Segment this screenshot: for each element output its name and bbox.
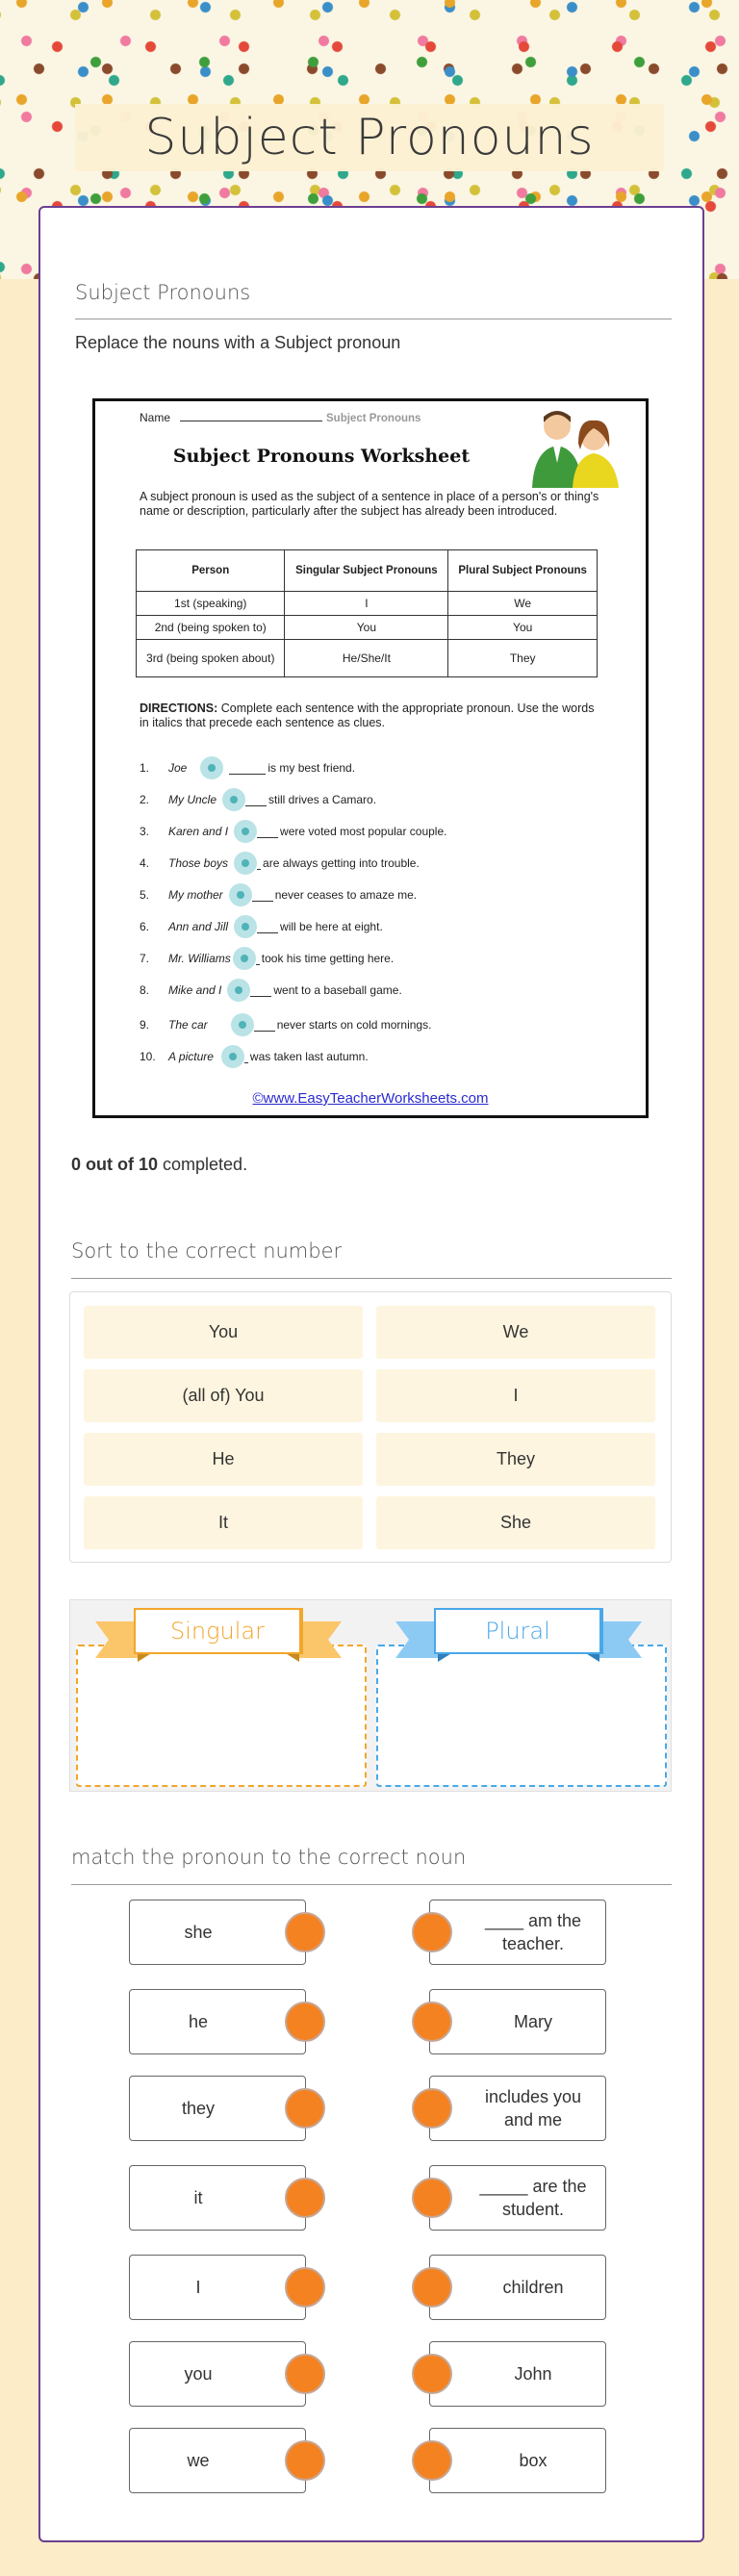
table-cell: They xyxy=(448,640,598,677)
directions-label: DIRECTIONS: xyxy=(140,701,218,715)
worksheet-item xyxy=(140,980,402,1001)
item-clue: My mother xyxy=(168,888,223,902)
answer-blank xyxy=(252,889,273,902)
match-left-item[interactable]: she xyxy=(129,1900,306,1965)
worksheet-image xyxy=(92,398,649,1118)
answer-hotspot[interactable] xyxy=(234,820,257,843)
item-number: 5. xyxy=(140,888,150,902)
section1-instruction: Replace the nouns with a Subject pronoun xyxy=(75,333,401,352)
singular-dropzone[interactable] xyxy=(76,1645,367,1787)
table-cell: We xyxy=(448,592,598,616)
worksheet-item xyxy=(140,757,355,778)
worksheet-item xyxy=(140,948,394,969)
match-right-item[interactable]: children xyxy=(429,2255,606,2320)
item-text: took his time getting here. xyxy=(261,952,395,965)
sort-item[interactable]: We xyxy=(376,1306,655,1359)
progress-count: 0 out of 10 xyxy=(71,1155,159,1174)
table-row xyxy=(137,616,598,640)
table-cell: You xyxy=(285,616,448,640)
item-number: 3. xyxy=(140,825,150,838)
table-cell: You xyxy=(448,616,598,640)
worksheet-name-row xyxy=(140,411,420,424)
activity-card xyxy=(38,206,704,2542)
table-header: Person xyxy=(137,550,285,592)
item-text: still drives a Camaro. xyxy=(268,793,377,806)
match-right-connector[interactable] xyxy=(412,2002,452,2042)
item-number: 4. xyxy=(140,856,150,870)
item-text: is my best friend. xyxy=(268,761,356,775)
item-number: 8. xyxy=(140,983,150,997)
table-header: Singular Subject Pronouns xyxy=(285,550,448,592)
match-left-connector[interactable] xyxy=(285,2178,325,2218)
match-right-connector[interactable] xyxy=(412,2178,452,2218)
section1-heading: Subject Pronouns xyxy=(75,281,251,304)
match-right-connector[interactable] xyxy=(412,2440,452,2481)
worksheet-item xyxy=(140,1046,369,1067)
match-left-item[interactable]: we xyxy=(129,2428,306,2493)
section2-heading: Sort to the correct number xyxy=(71,1239,343,1262)
match-right-item[interactable]: _____ are the student. xyxy=(429,2165,606,2231)
sort-item[interactable]: I xyxy=(376,1369,655,1422)
table-cell: He/She/It xyxy=(285,640,448,677)
match-right-connector[interactable] xyxy=(412,2267,452,2308)
plural-ribbon xyxy=(395,1608,642,1666)
answer-blank xyxy=(256,953,260,965)
match-left-connector[interactable] xyxy=(285,2002,325,2042)
plural-label: Plural xyxy=(436,1610,599,1652)
sort-item[interactable]: (all of) You xyxy=(84,1369,363,1422)
answer-hotspot[interactable] xyxy=(229,883,252,906)
match-right-item[interactable]: Mary xyxy=(429,1989,606,2054)
plural-dropzone[interactable] xyxy=(376,1645,667,1787)
worksheet-intro: A subject pronoun is used as the subject of a sentence in place of a person's or thing's name or description, particularly after the subject has already been introduced. xyxy=(140,490,599,518)
title-box xyxy=(75,104,664,171)
match-right-item[interactable]: ____ am the teacher. xyxy=(429,1900,606,1965)
sort-item[interactable]: It xyxy=(84,1496,363,1549)
match-right-connector[interactable] xyxy=(412,2088,452,2129)
item-number: 10. xyxy=(140,1050,156,1063)
table-row xyxy=(137,640,598,677)
item-text: was taken last autumn. xyxy=(249,1050,369,1063)
worksheet-directions xyxy=(140,701,601,730)
item-clue: A picture xyxy=(168,1050,214,1063)
item-text: never starts on cold mornings. xyxy=(276,1018,432,1032)
section3-divider xyxy=(71,1884,672,1885)
match-left-connector[interactable] xyxy=(285,2354,325,2394)
answer-blank xyxy=(254,1019,275,1032)
sort-item[interactable]: She xyxy=(376,1496,655,1549)
answer-blank xyxy=(250,984,271,997)
section2-divider xyxy=(71,1278,672,1279)
page-title: Subject Pronouns xyxy=(144,109,595,166)
answer-hotspot[interactable] xyxy=(233,947,256,970)
sort-items-container xyxy=(69,1291,672,1563)
worksheet-item xyxy=(140,789,376,810)
match-left-item[interactable]: he xyxy=(129,1989,306,2054)
match-left-item[interactable]: they xyxy=(129,2076,306,2141)
answer-blank xyxy=(245,794,267,806)
match-left-connector[interactable] xyxy=(285,1912,325,1952)
answer-hotspot[interactable] xyxy=(234,915,257,938)
section3-heading: match the pronoun to the correct noun xyxy=(71,1846,467,1869)
table-cell: 1st (speaking) xyxy=(137,592,285,616)
worksheet-item xyxy=(140,821,446,842)
match-right-item[interactable]: John xyxy=(429,2341,606,2407)
table-cell: 2nd (being spoken to) xyxy=(137,616,285,640)
item-text: are always getting into trouble. xyxy=(263,856,420,870)
item-clue: Joe xyxy=(168,761,188,775)
answer-blank xyxy=(257,857,261,870)
worksheet-name-line xyxy=(180,411,322,421)
worksheet-item xyxy=(140,853,420,874)
match-left-connector[interactable] xyxy=(285,2267,325,2308)
singular-label: Singular xyxy=(136,1610,299,1652)
answer-hotspot[interactable] xyxy=(222,788,245,811)
match-left-item[interactable]: I xyxy=(129,2255,306,2320)
item-number: 6. xyxy=(140,920,150,933)
item-clue: Mr. Williams xyxy=(168,952,231,965)
table-header: Plural Subject Pronouns xyxy=(448,550,598,592)
item-number: 7. xyxy=(140,952,150,965)
progress-suffix: completed. xyxy=(158,1155,248,1174)
item-number: 2. xyxy=(140,793,150,806)
worksheet-name-subtitle: Subject Pronouns xyxy=(326,413,421,424)
match-left-item[interactable]: it xyxy=(129,2165,306,2231)
answer-blank xyxy=(244,1051,248,1063)
answer-hotspot[interactable] xyxy=(227,979,250,1002)
progress-text xyxy=(71,1155,247,1175)
sort-item[interactable]: You xyxy=(84,1306,363,1359)
worksheet-source-link[interactable]: ©www.EasyTeacherWorksheets.com xyxy=(252,1090,489,1107)
match-right-connector[interactable] xyxy=(412,1912,452,1952)
answer-hotspot[interactable] xyxy=(221,1045,244,1068)
item-clue: Karen and I xyxy=(168,825,229,838)
table-cell: 3rd (being spoken about) xyxy=(137,640,285,677)
directions-text: Complete each sentence with the appropriate pronoun. Use the words in italics that precede each sentence as clues. xyxy=(140,701,595,729)
table-row xyxy=(137,592,598,616)
match-right-item[interactable]: includes you and me xyxy=(429,2076,606,2141)
match-left-connector[interactable] xyxy=(285,2088,325,2129)
answer-blank xyxy=(257,921,278,933)
answer-hotspot[interactable] xyxy=(200,756,223,779)
sort-item[interactable]: He xyxy=(84,1433,363,1486)
sort-drop-area xyxy=(69,1599,672,1792)
item-clue: Those boys xyxy=(168,856,229,870)
answer-blank xyxy=(229,762,266,775)
item-number: 1. xyxy=(140,761,150,775)
item-clue: Ann and Jill xyxy=(168,920,229,933)
worksheet-item xyxy=(140,884,417,905)
match-left-item[interactable]: you xyxy=(129,2341,306,2407)
item-clue: Mike and I xyxy=(168,983,222,997)
item-number: 9. xyxy=(140,1018,150,1032)
item-text: went to a baseball game. xyxy=(273,983,402,997)
singular-ribbon xyxy=(95,1608,342,1666)
answer-hotspot[interactable] xyxy=(231,1013,254,1036)
item-clue: The car xyxy=(168,1018,208,1032)
match-left-connector[interactable] xyxy=(285,2440,325,2481)
item-text: will be here at eight. xyxy=(280,920,383,933)
worksheet-name-label: Name xyxy=(140,411,171,424)
item-clue: My Uncle xyxy=(168,793,217,806)
worksheet-title: Subject Pronouns Worksheet xyxy=(172,446,471,467)
item-text: were voted most popular couple. xyxy=(280,825,447,838)
table-cell: I xyxy=(285,592,448,616)
match-right-connector[interactable] xyxy=(412,2354,452,2394)
worksheet-item xyxy=(140,1014,431,1035)
pronoun-table xyxy=(136,549,598,677)
worksheet-item xyxy=(140,916,383,937)
answer-blank xyxy=(257,826,278,838)
match-right-item[interactable]: box xyxy=(429,2428,606,2493)
answer-hotspot[interactable] xyxy=(234,852,257,875)
sort-item[interactable]: They xyxy=(376,1433,655,1486)
item-text: never ceases to amaze me. xyxy=(274,888,418,902)
